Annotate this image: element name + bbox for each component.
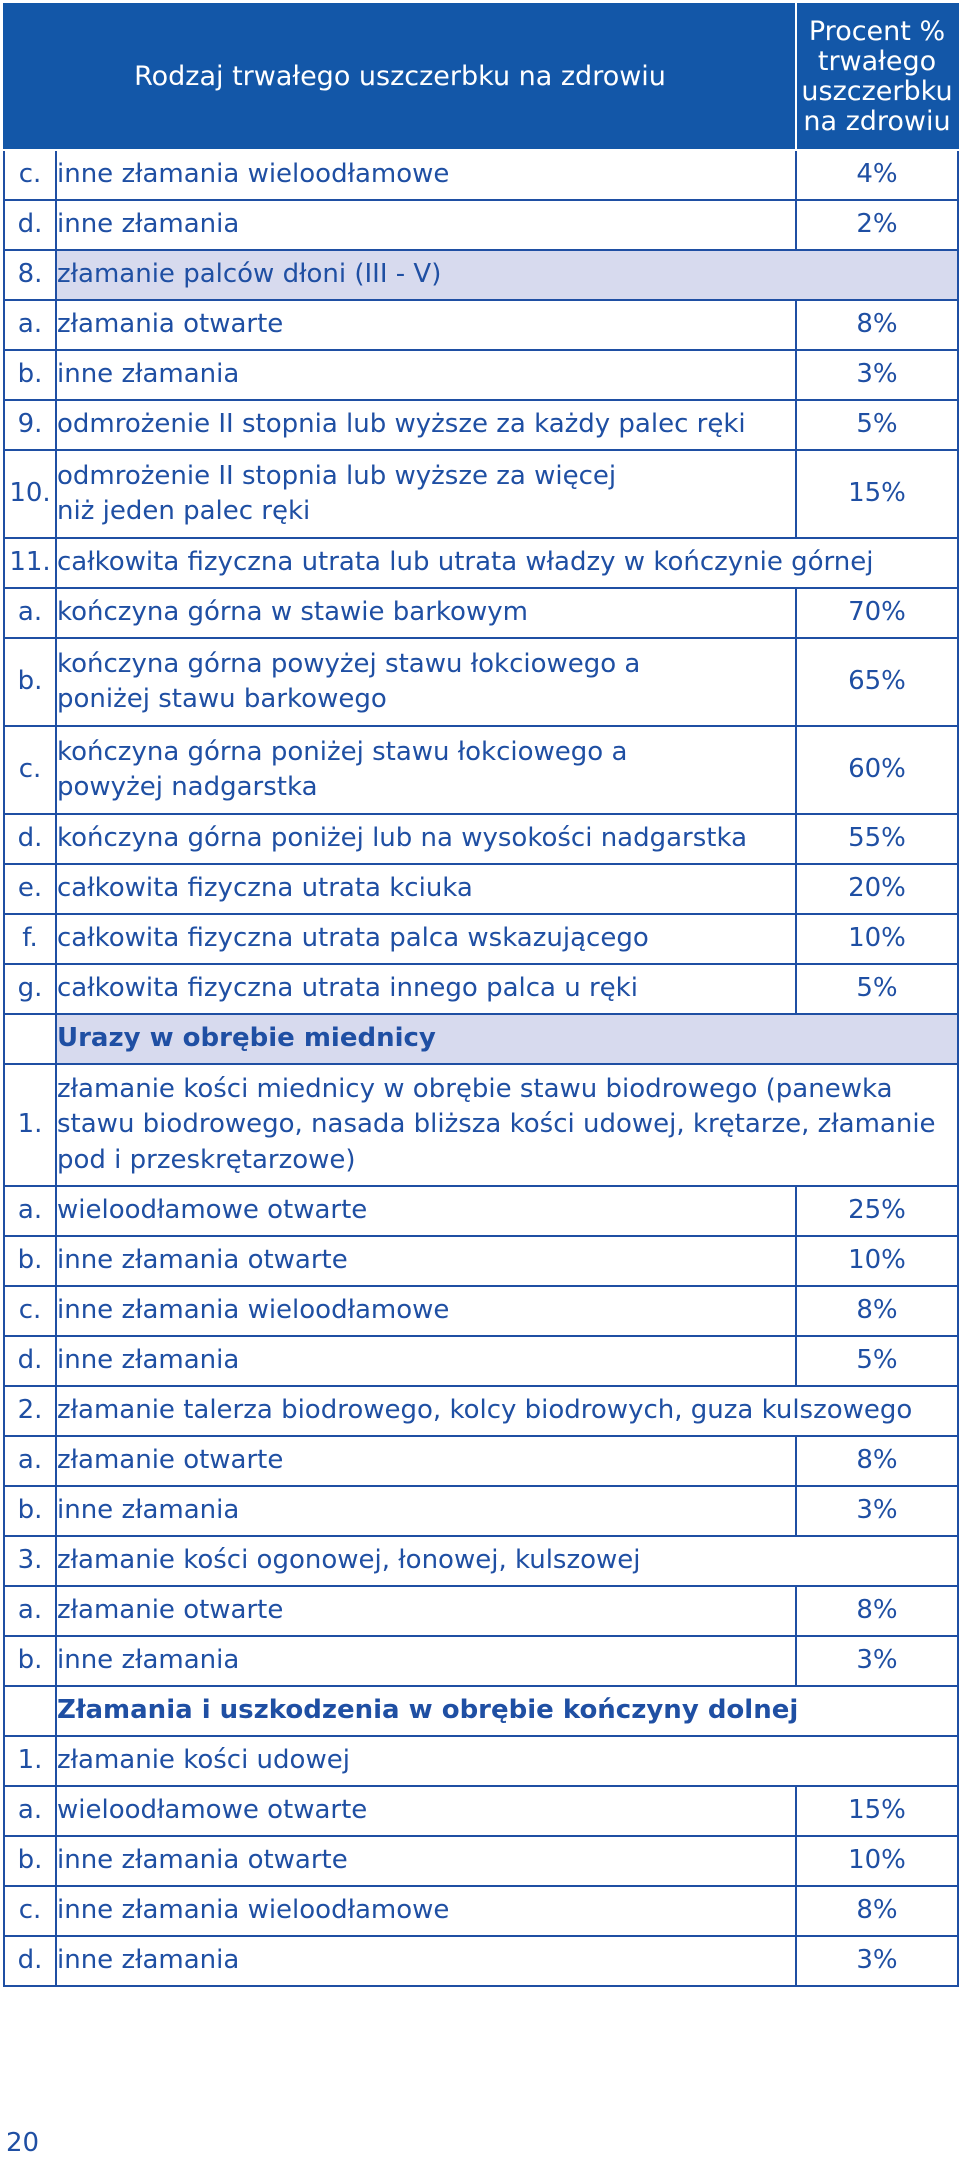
row-number: d.: [4, 1936, 56, 1986]
row-percent: 3%: [796, 1636, 958, 1686]
row-description: odmrożenie II stopnia lub wyższe za każdy palec ręki: [56, 400, 796, 450]
row-percent: 5%: [796, 400, 958, 450]
row-number: b.: [4, 1636, 56, 1686]
row-number: [4, 1014, 56, 1064]
row-number: d.: [4, 1336, 56, 1386]
row-description: inne złamania: [56, 1936, 796, 1986]
row-description: złamanie talerza biodrowego, kolcy biodrowych, guza kulszowego: [56, 1386, 958, 1436]
row-number: [4, 1686, 56, 1736]
row-description: złamanie kości ogonowej, łonowej, kulszowej: [56, 1536, 958, 1586]
row-number: a.: [4, 1586, 56, 1636]
row-number: 10.: [4, 450, 56, 538]
row-number: a.: [4, 1786, 56, 1836]
row-description: całkowita fizyczna utrata kciuka: [56, 864, 796, 914]
row-number: d.: [4, 814, 56, 864]
row-number: 9.: [4, 400, 56, 450]
row-number: f.: [4, 914, 56, 964]
section-heading-row: [4, 1014, 958, 1064]
table-row: [4, 1586, 958, 1636]
row-number: c.: [4, 726, 56, 814]
header-injury-type: Rodzaj trwałego uszczerbku na zdrowiu: [4, 4, 796, 150]
row-percent: 25%: [796, 1186, 958, 1236]
row-percent: 2%: [796, 200, 958, 250]
row-description: inne złamania wieloodłamowe: [56, 1286, 796, 1336]
row-percent: 3%: [796, 350, 958, 400]
row-description: kończyna górna powyżej stawu łokciowego a poniżej stawu barkowego: [56, 638, 796, 726]
row-percent: 8%: [796, 1886, 958, 1936]
table-row: [4, 1836, 958, 1886]
table-row: [4, 726, 958, 814]
row-description: całkowita fizyczna utrata palca wskazującego: [56, 914, 796, 964]
row-description: kończyna górna poniżej lub na wysokości nadgarstka: [56, 814, 796, 864]
table-row: [4, 538, 958, 588]
row-description: kończyna górna w stawie barkowym: [56, 588, 796, 638]
row-description: inne złamania: [56, 200, 796, 250]
row-percent: 3%: [796, 1936, 958, 1986]
table-row: [4, 814, 958, 864]
row-percent: 8%: [796, 1286, 958, 1336]
row-percent: 5%: [796, 1336, 958, 1386]
page-number: 20: [6, 2128, 40, 2158]
table-row: [4, 638, 958, 726]
row-percent: 15%: [796, 450, 958, 538]
row-number: a.: [4, 300, 56, 350]
row-percent: 60%: [796, 726, 958, 814]
table-row: [4, 964, 958, 1014]
row-description: kończyna górna poniżej stawu łokciowego a powyżej nadgarstka: [56, 726, 796, 814]
row-description: inne złamania: [56, 1336, 796, 1386]
row-percent: 20%: [796, 864, 958, 914]
row-number: 11.: [4, 538, 56, 588]
row-percent: 10%: [796, 914, 958, 964]
table-row: [4, 300, 958, 350]
table-row: [4, 1386, 958, 1436]
row-description: inne złamania otwarte: [56, 1236, 796, 1286]
row-number: 3.: [4, 1536, 56, 1586]
row-description: inne złamania: [56, 1486, 796, 1536]
injury-table: [3, 3, 959, 1987]
row-description: złamanie kości udowej: [56, 1736, 958, 1786]
row-description: inne złamania otwarte: [56, 1836, 796, 1886]
row-number: c.: [4, 1886, 56, 1936]
table-row: [4, 1286, 958, 1336]
table-row: [4, 1064, 958, 1186]
table-row: [4, 1436, 958, 1486]
table-row: [4, 1886, 958, 1936]
table-row: [4, 350, 958, 400]
row-description: odmrożenie II stopnia lub wyższe za więcej niż jeden palec ręki: [56, 450, 796, 538]
table-row: [4, 864, 958, 914]
row-description: wieloodłamowe otwarte: [56, 1186, 796, 1236]
section-heading: Złamania i uszkodzenia w obrębie kończyny dolnej: [56, 1686, 958, 1736]
row-percent: 70%: [796, 588, 958, 638]
row-percent: 8%: [796, 300, 958, 350]
table-row: [4, 914, 958, 964]
row-number: a.: [4, 588, 56, 638]
row-description: inne złamania: [56, 350, 796, 400]
section-heading: Urazy w obrębie miednicy: [56, 1014, 958, 1064]
table-row: [4, 1186, 958, 1236]
row-description: złamanie otwarte: [56, 1436, 796, 1486]
row-percent: 5%: [796, 964, 958, 1014]
row-number: a.: [4, 1436, 56, 1486]
table-row: [4, 400, 958, 450]
table-row: [4, 1536, 958, 1586]
row-number: b.: [4, 350, 56, 400]
row-percent: 55%: [796, 814, 958, 864]
row-number: 8.: [4, 250, 56, 300]
row-number: b.: [4, 1486, 56, 1536]
section-heading-row: [4, 1686, 958, 1736]
table-row: [4, 1786, 958, 1836]
table-body: [4, 150, 958, 1986]
row-number: c.: [4, 1286, 56, 1336]
row-description: całkowita fizyczna utrata innego palca u ręki: [56, 964, 796, 1014]
row-number: b.: [4, 638, 56, 726]
row-description: złamanie otwarte: [56, 1586, 796, 1636]
table-row: [4, 1236, 958, 1286]
row-percent: 15%: [796, 1786, 958, 1836]
row-number: b.: [4, 1836, 56, 1886]
table-row: [4, 250, 958, 300]
row-percent: 10%: [796, 1836, 958, 1886]
row-number: 1.: [4, 1064, 56, 1186]
row-number: a.: [4, 1186, 56, 1236]
row-percent: 4%: [796, 150, 958, 200]
row-percent: 8%: [796, 1586, 958, 1636]
row-number: b.: [4, 1236, 56, 1286]
row-percent: 65%: [796, 638, 958, 726]
header-percent: Procent % trwałego uszczerbku na zdrowiu: [796, 4, 958, 150]
table-row: [4, 1736, 958, 1786]
row-number: 2.: [4, 1386, 56, 1436]
row-description: złamanie palców dłoni (III - V): [56, 250, 958, 300]
table-row: [4, 150, 958, 200]
table-header: [4, 4, 958, 150]
row-percent: 3%: [796, 1486, 958, 1536]
row-description: złamania otwarte: [56, 300, 796, 350]
row-description: wieloodłamowe otwarte: [56, 1786, 796, 1836]
row-description: inne złamania wieloodłamowe: [56, 150, 796, 200]
row-description: inne złamania wieloodłamowe: [56, 1886, 796, 1936]
row-percent: 10%: [796, 1236, 958, 1286]
row-number: e.: [4, 864, 56, 914]
table-row: [4, 1936, 958, 1986]
row-number: c.: [4, 150, 56, 200]
row-description: całkowita fizyczna utrata lub utrata władzy w kończynie górnej: [56, 538, 958, 588]
table-row: [4, 588, 958, 638]
table-row: [4, 200, 958, 250]
row-description: inne złamania: [56, 1636, 796, 1686]
table-row: [4, 1486, 958, 1536]
row-number: g.: [4, 964, 56, 1014]
table-row: [4, 1636, 958, 1686]
row-number: 1.: [4, 1736, 56, 1786]
row-description: złamanie kości miednicy w obrębie stawu biodrowego (panewka stawu biodrowego, nasada bliższa kości udowej, krętarze, złamanie pod i przeskrętarzowe): [56, 1064, 958, 1186]
row-percent: 8%: [796, 1436, 958, 1486]
table-row: [4, 1336, 958, 1386]
row-number: d.: [4, 200, 56, 250]
table-row: [4, 450, 958, 538]
